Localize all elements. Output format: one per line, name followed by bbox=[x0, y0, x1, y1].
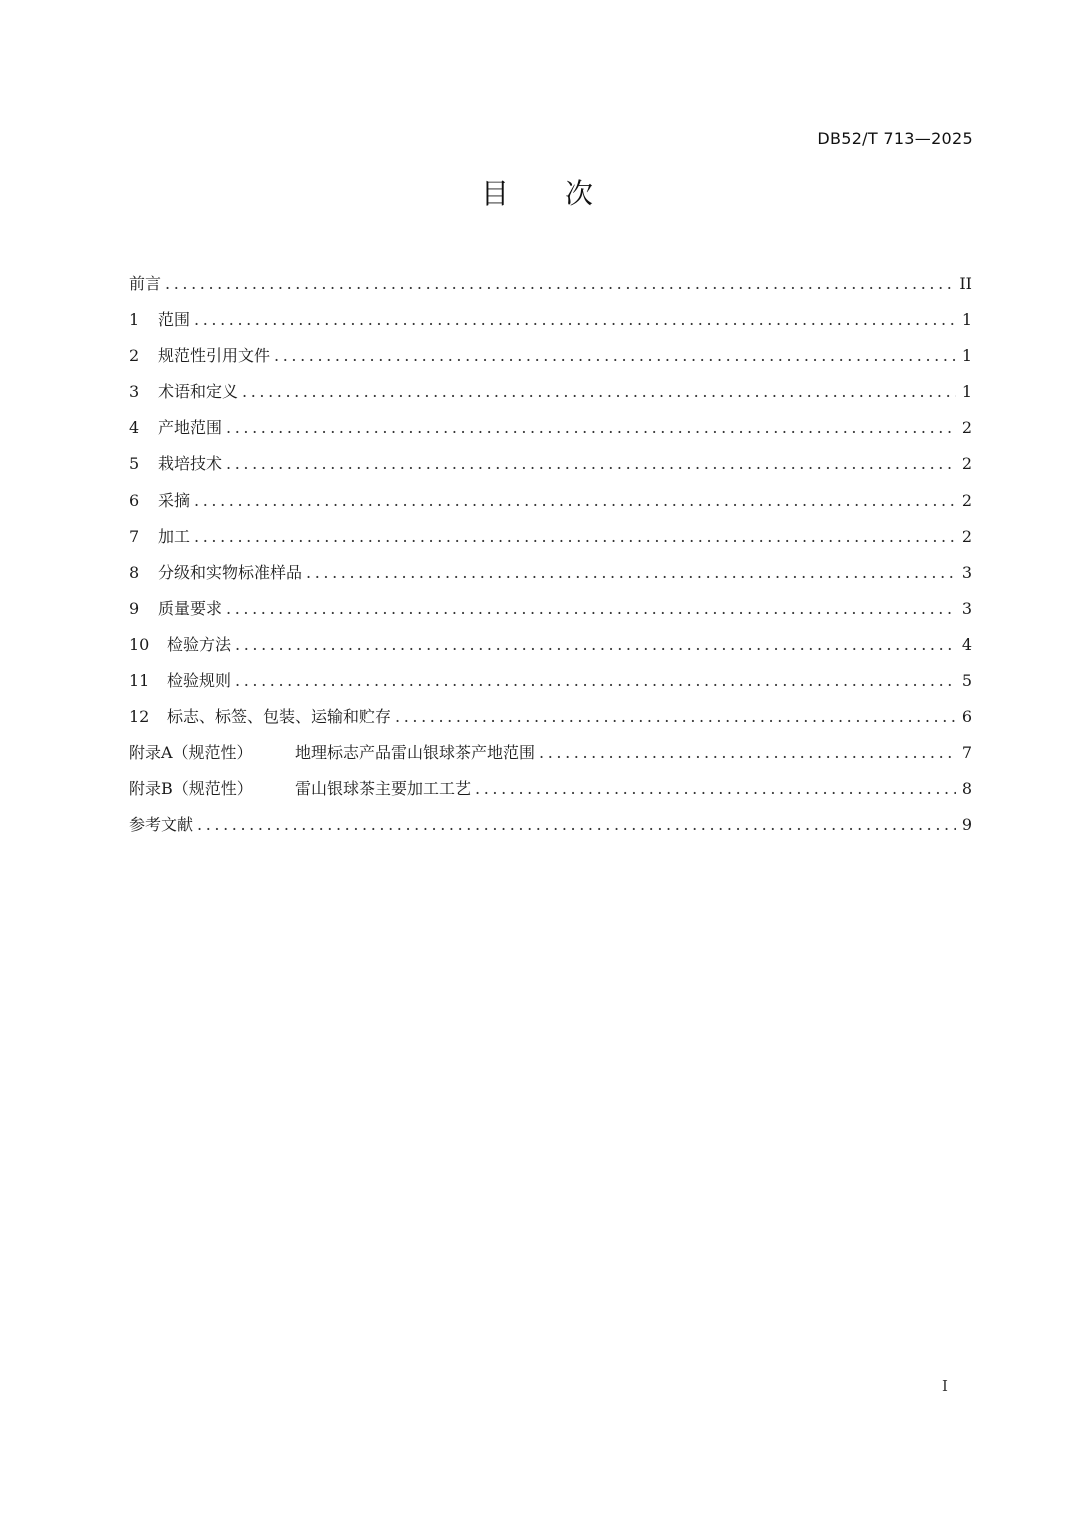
toc-leader-dots bbox=[539, 740, 956, 766]
toc-entry-5[interactable] bbox=[129, 451, 972, 487]
toc-entry-page: 5 bbox=[961, 671, 972, 691]
toc-entry-4[interactable] bbox=[129, 415, 972, 451]
toc-entry-number: 8 bbox=[129, 562, 140, 582]
toc-leader-dots bbox=[226, 451, 956, 477]
toc-entry-text: 前言 bbox=[129, 274, 162, 293]
toc-entry-1[interactable] bbox=[129, 307, 972, 343]
toc-entry-text: 范围 bbox=[158, 310, 191, 330]
toc-entry-text: 质量要求 bbox=[158, 598, 223, 618]
toc-entry-text: 检验规则 bbox=[167, 671, 232, 691]
toc-entry-8[interactable] bbox=[129, 560, 972, 596]
toc-entry-text: 栽培技术 bbox=[158, 454, 223, 474]
toc-entry-text: 标志、标签、包装、运输和贮存 bbox=[167, 707, 392, 727]
toc-entry-text: 参考文献 bbox=[129, 815, 194, 835]
toc-entry-page: 3 bbox=[961, 598, 972, 618]
toc-entry-page: 8 bbox=[961, 779, 972, 799]
toc-entry-number: 附录B（规范性） bbox=[129, 779, 253, 799]
toc-entry-number: 9 bbox=[129, 598, 140, 618]
toc-leader-dots bbox=[274, 343, 956, 369]
toc-entry-appendix-a[interactable] bbox=[129, 740, 972, 776]
toc-leader-dots bbox=[165, 271, 953, 297]
toc-entry-9[interactable] bbox=[129, 596, 972, 632]
toc-entry-page: 2 bbox=[961, 526, 972, 546]
toc-entry-number: 2 bbox=[129, 346, 140, 366]
toc-entry-page: 1 bbox=[961, 310, 972, 330]
toc-leader-dots bbox=[194, 307, 956, 333]
toc-entry-6[interactable] bbox=[129, 488, 972, 524]
toc-entry-text: 分级和实物标准样品 bbox=[158, 562, 303, 582]
document-code: DB52/T 713—2025 bbox=[817, 129, 973, 148]
toc-leader-dots bbox=[197, 812, 956, 838]
toc-entry-page: 4 bbox=[961, 634, 972, 654]
toc-entry-page: 1 bbox=[961, 382, 972, 402]
table-of-contents bbox=[129, 271, 972, 849]
toc-entry-page: 9 bbox=[961, 815, 972, 835]
toc-entry-number: 11 bbox=[129, 671, 150, 691]
toc-entry-page: II bbox=[959, 274, 972, 293]
footer-page-number: I bbox=[942, 1377, 948, 1395]
toc-entry-7[interactable] bbox=[129, 524, 972, 560]
toc-leader-dots bbox=[226, 596, 956, 622]
toc-entry-text: 加工 bbox=[158, 526, 191, 546]
toc-entry-number: 10 bbox=[129, 634, 150, 654]
toc-entry-text: 采摘 bbox=[158, 490, 191, 510]
toc-entry-number: 12 bbox=[129, 707, 150, 727]
toc-entry-references[interactable] bbox=[129, 812, 972, 848]
toc-leader-dots bbox=[306, 560, 956, 586]
toc-leader-dots bbox=[395, 704, 956, 730]
toc-entry-text: 规范性引用文件 bbox=[158, 346, 271, 366]
toc-entry-appendix-b[interactable] bbox=[129, 776, 972, 812]
toc-entry-text: 地理标志产品雷山银球茶产地范围 bbox=[295, 743, 536, 763]
toc-entry-2[interactable] bbox=[129, 343, 972, 379]
toc-entry-page: 6 bbox=[961, 707, 972, 727]
toc-leader-dots bbox=[194, 488, 956, 514]
toc-entry-10[interactable] bbox=[129, 632, 972, 668]
toc-entry-text: 术语和定义 bbox=[158, 382, 239, 402]
toc-entry-text: 雷山银球茶主要加工工艺 bbox=[295, 779, 472, 799]
toc-entry-page: 3 bbox=[961, 562, 972, 582]
toc-entry-page: 2 bbox=[961, 454, 972, 474]
toc-entry-page: 1 bbox=[961, 346, 972, 366]
toc-leader-dots bbox=[235, 632, 956, 658]
toc-leader-dots bbox=[242, 379, 956, 405]
toc-entry-number: 1 bbox=[129, 310, 140, 330]
toc-entry-page: 7 bbox=[961, 743, 972, 763]
toc-entry-text: 产地范围 bbox=[158, 418, 223, 438]
toc-entry-3[interactable] bbox=[129, 379, 972, 415]
toc-leader-dots bbox=[226, 415, 956, 441]
toc-entry-page: 2 bbox=[961, 418, 972, 438]
toc-leader-dots bbox=[194, 524, 956, 550]
toc-entry-foreword[interactable] bbox=[129, 271, 972, 307]
toc-entry-number: 7 bbox=[129, 526, 140, 546]
toc-entry-number: 5 bbox=[129, 454, 140, 474]
toc-leader-dots bbox=[235, 668, 956, 694]
toc-entry-page: 2 bbox=[961, 490, 972, 510]
toc-leader-dots bbox=[475, 776, 956, 802]
toc-entry-number: 6 bbox=[129, 490, 140, 510]
toc-entry-text: 检验方法 bbox=[167, 634, 232, 654]
toc-entry-number: 3 bbox=[129, 382, 140, 402]
toc-entry-number: 4 bbox=[129, 418, 140, 438]
toc-entry-12[interactable] bbox=[129, 704, 972, 740]
toc-entry-11[interactable] bbox=[129, 668, 972, 704]
page-title: 目次 bbox=[480, 177, 649, 210]
toc-entry-number: 附录A（规范性） bbox=[129, 743, 253, 763]
